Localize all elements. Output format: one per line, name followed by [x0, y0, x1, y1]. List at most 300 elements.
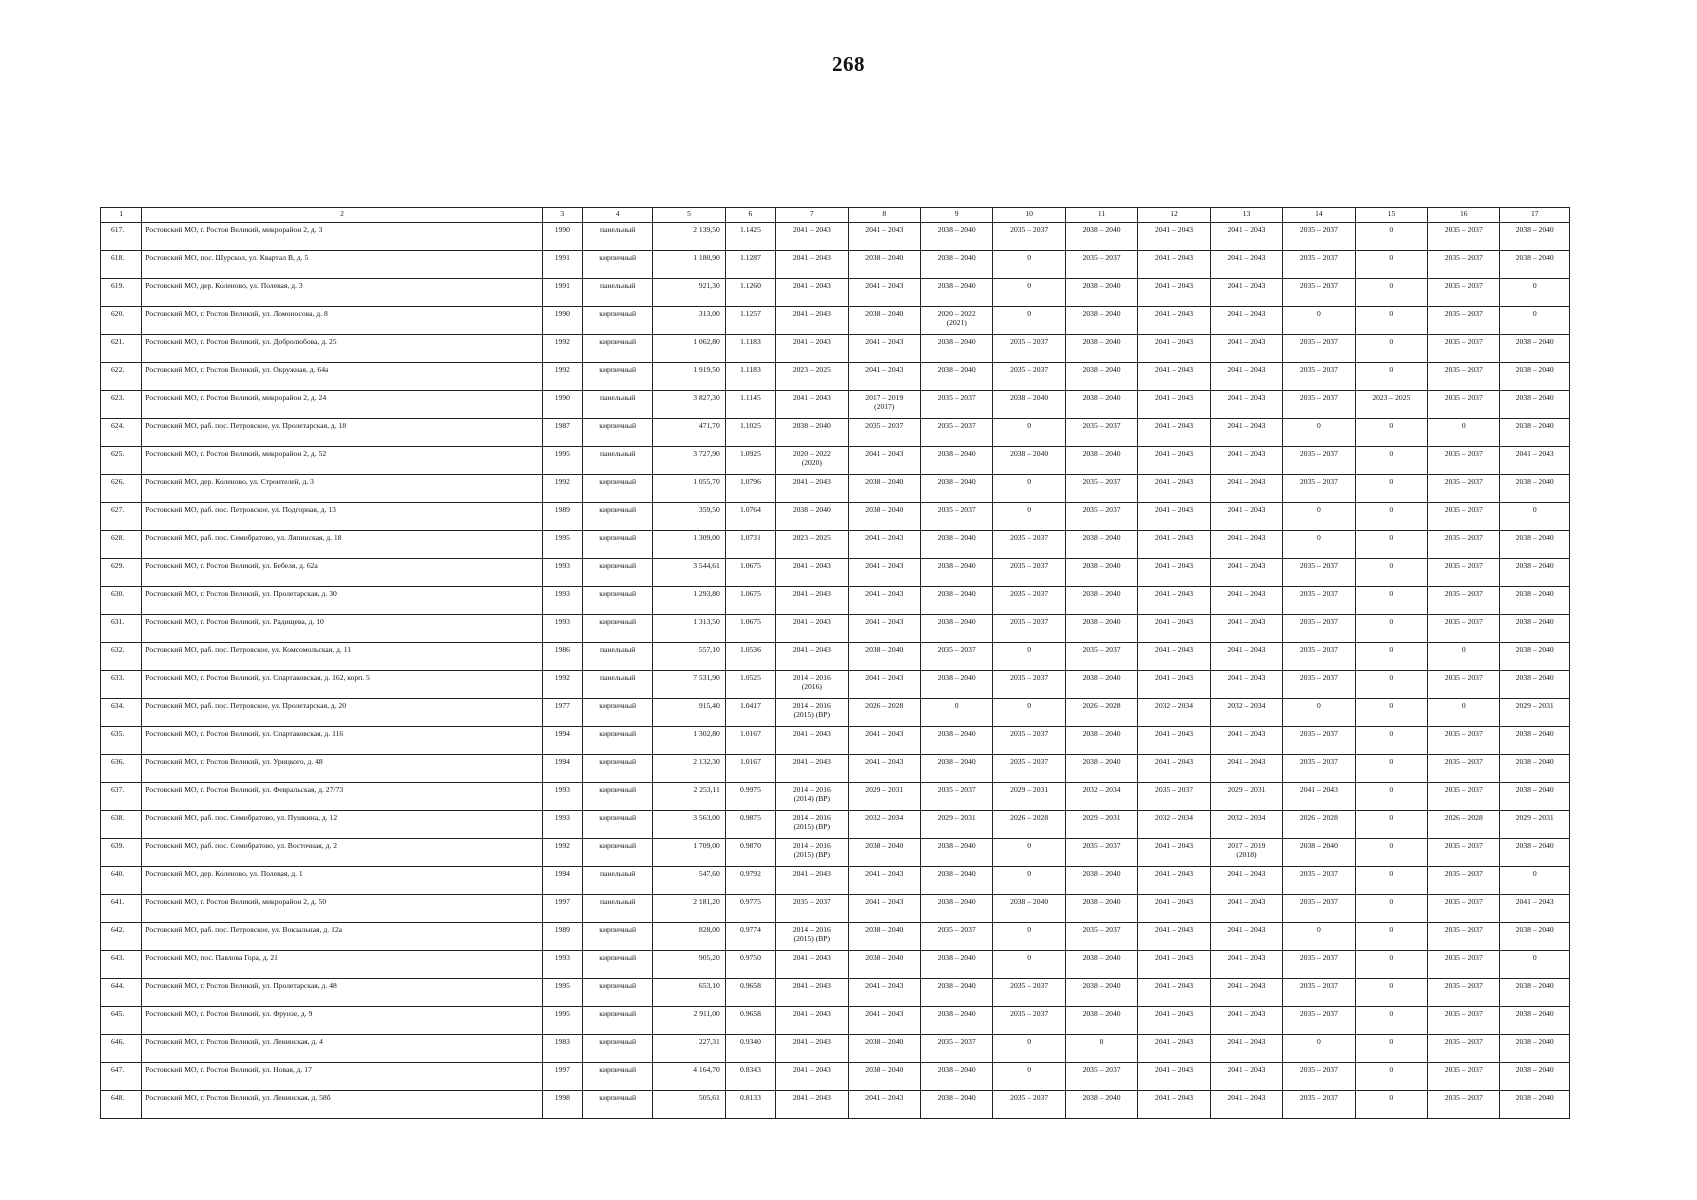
table-cell-col-10: 2035 – 2037	[993, 615, 1065, 643]
table-cell-col-12: 2041 – 2043	[1138, 755, 1210, 783]
table-cell-col-9: 2038 – 2040	[920, 475, 992, 503]
table-cell-col-17: 2041 – 2043	[1500, 895, 1570, 923]
table-cell-col-9: 2038 – 2040	[920, 867, 992, 895]
housing-repair-schedule-table	[100, 207, 1570, 1119]
table-cell-col-15: 0	[1355, 1091, 1427, 1119]
table-cell-col-1: 642.	[101, 923, 142, 951]
table-cell-col-8: 2041 – 2043	[848, 335, 920, 363]
table-cell-col-1: 628.	[101, 531, 142, 559]
table-cell-col-6: 0.9775	[725, 895, 775, 923]
table-cell-col-13: 2041 – 2043	[1210, 1091, 1282, 1119]
table-cell-col-2: Ростовский МО, раб. пос. Петровское, ул. Комсомольская, д. 11	[142, 643, 542, 671]
table-cell-col-2: Ростовский МО, г. Ростов Великий, ул. Фрунзе, д. 9	[142, 1007, 542, 1035]
table-cell-col-10: 2038 – 2040	[993, 391, 1065, 419]
table-cell-col-6: 1.0731	[725, 531, 775, 559]
table-cell-col-1: 636.	[101, 755, 142, 783]
table-cell-col-3: 1990	[542, 223, 582, 251]
table-cell-col-5: 7 531,90	[653, 671, 725, 699]
table-cell-col-13: 2041 – 2043	[1210, 307, 1282, 335]
table-cell-col-14: 0	[1283, 531, 1355, 559]
table-cell-col-17: 2038 – 2040	[1500, 839, 1570, 867]
table-cell-col-13: 2041 – 2043	[1210, 475, 1282, 503]
table-cell-col-10: 0	[993, 867, 1065, 895]
table-cell-col-3: 1994	[542, 755, 582, 783]
table-cell-col-6: 0.9750	[725, 951, 775, 979]
table-cell-col-7: 2041 – 2043	[776, 1063, 848, 1091]
table-cell-col-3: 1992	[542, 475, 582, 503]
table-cell-col-7: 2041 – 2043	[776, 1007, 848, 1035]
table-cell-col-8: 2041 – 2043	[848, 671, 920, 699]
table-cell-col-7: 2041 – 2043	[776, 951, 848, 979]
table-cell-col-1: 632.	[101, 643, 142, 671]
table-cell-col-15: 0	[1355, 419, 1427, 447]
table-cell-col-12: 2041 – 2043	[1138, 615, 1210, 643]
table-cell-col-2: Ростовский МО, раб. пос. Петровское, ул. Пролетарская, д. 18	[142, 419, 542, 447]
table-cell-col-4: кирпичный	[582, 559, 652, 587]
table-cell-col-2: Ростовский МО, г. Ростов Великий, микрорайон 2, д. 24	[142, 391, 542, 419]
table-cell-col-9: 2038 – 2040	[920, 727, 992, 755]
table-cell-col-7: 2041 – 2043	[776, 223, 848, 251]
table-cell-col-8: 2041 – 2043	[848, 895, 920, 923]
table-cell-col-12: 2041 – 2043	[1138, 1091, 1210, 1119]
table-cell-col-8: 2041 – 2043	[848, 279, 920, 307]
table-cell-col-12: 2041 – 2043	[1138, 559, 1210, 587]
table-cell-col-14: 2035 – 2037	[1283, 335, 1355, 363]
table-cell-col-8: 2038 – 2040	[848, 951, 920, 979]
table-cell-col-1: 646.	[101, 1035, 142, 1063]
table-cell-col-3: 1986	[542, 643, 582, 671]
table-cell-col-8: 2017 – 2019 (2017)	[848, 391, 920, 419]
table-cell-col-4: кирпичный	[582, 1007, 652, 1035]
table-cell-col-16: 2035 – 2037	[1428, 755, 1500, 783]
table-cell-col-4: кирпичный	[582, 1035, 652, 1063]
table-cell-col-4: панельный	[582, 391, 652, 419]
table-cell-col-15: 0	[1355, 1035, 1427, 1063]
table-cell-col-5: 905,20	[653, 951, 725, 979]
table-cell-col-5: 2 139,50	[653, 223, 725, 251]
table-cell-col-3: 1991	[542, 251, 582, 279]
table-cell-col-13: 2041 – 2043	[1210, 755, 1282, 783]
table-cell-col-1: 625.	[101, 447, 142, 475]
table-cell-col-16: 2035 – 2037	[1428, 615, 1500, 643]
table-cell-col-7: 2041 – 2043	[776, 391, 848, 419]
table-cell-col-17: 0	[1500, 279, 1570, 307]
table-cell-col-1: 638.	[101, 811, 142, 839]
table-cell-col-16: 0	[1428, 699, 1500, 727]
table-cell-col-12: 2041 – 2043	[1138, 475, 1210, 503]
table-cell-col-14: 2035 – 2037	[1283, 755, 1355, 783]
table-cell-col-17: 2038 – 2040	[1500, 335, 1570, 363]
table-cell-col-4: кирпичный	[582, 531, 652, 559]
table-cell-col-6: 1.0167	[725, 727, 775, 755]
table-cell-col-12: 2041 – 2043	[1138, 1035, 1210, 1063]
table-row	[101, 587, 1570, 615]
table-cell-col-16: 2035 – 2037	[1428, 223, 1500, 251]
table-cell-col-12: 2041 – 2043	[1138, 223, 1210, 251]
table-cell-col-11: 2038 – 2040	[1065, 979, 1137, 1007]
table-cell-col-5: 2 253,11	[653, 783, 725, 811]
table-cell-col-7: 2014 – 2016 (2016)	[776, 671, 848, 699]
column-number-2: 2	[142, 208, 542, 223]
table-cell-col-16: 2035 – 2037	[1428, 895, 1500, 923]
table-cell-col-2: Ростовский МО, г. Ростов Великий, ул. Спартаковская, д. 162, корп. 5	[142, 671, 542, 699]
table-cell-col-1: 634.	[101, 699, 142, 727]
table-cell-col-11: 2038 – 2040	[1065, 391, 1137, 419]
table-cell-col-4: панельный	[582, 643, 652, 671]
table-row	[101, 811, 1570, 839]
table-cell-col-13: 2041 – 2043	[1210, 643, 1282, 671]
table-cell-col-16: 2035 – 2037	[1428, 727, 1500, 755]
table-cell-col-11: 2038 – 2040	[1065, 531, 1137, 559]
table-cell-col-6: 0.9875	[725, 811, 775, 839]
table-row	[101, 279, 1570, 307]
table-cell-col-12: 2041 – 2043	[1138, 251, 1210, 279]
table-cell-col-17: 2038 – 2040	[1500, 587, 1570, 615]
table-cell-col-6: 1.1145	[725, 391, 775, 419]
table-cell-col-13: 2041 – 2043	[1210, 727, 1282, 755]
table-cell-col-10: 2035 – 2037	[993, 979, 1065, 1007]
table-cell-col-2: Ростовский МО, дер. Коленово, ул. Полевая, д. 3	[142, 279, 542, 307]
table-cell-col-6: 1.0675	[725, 559, 775, 587]
table-cell-col-5: 359,50	[653, 503, 725, 531]
table-cell-col-7: 2023 – 2025	[776, 363, 848, 391]
table-cell-col-3: 1998	[542, 1091, 582, 1119]
table-cell-col-8: 2041 – 2043	[848, 755, 920, 783]
table-row	[101, 615, 1570, 643]
table-cell-col-17: 2038 – 2040	[1500, 755, 1570, 783]
table-cell-col-4: кирпичный	[582, 1063, 652, 1091]
table-cell-col-11: 2035 – 2037	[1065, 503, 1137, 531]
table-cell-col-16: 2035 – 2037	[1428, 1007, 1500, 1035]
table-cell-col-6: 0.9658	[725, 1007, 775, 1035]
table-cell-col-3: 1992	[542, 671, 582, 699]
table-cell-col-15: 0	[1355, 531, 1427, 559]
table-cell-col-13: 2032 – 2034	[1210, 699, 1282, 727]
table-cell-col-17: 2038 – 2040	[1500, 727, 1570, 755]
table-cell-col-13: 2041 – 2043	[1210, 671, 1282, 699]
table-cell-col-11: 0	[1065, 1035, 1137, 1063]
table-cell-col-1: 631.	[101, 615, 142, 643]
table-cell-col-1: 648.	[101, 1091, 142, 1119]
table-row	[101, 1091, 1570, 1119]
table-cell-col-13: 2041 – 2043	[1210, 615, 1282, 643]
table-cell-col-1: 643.	[101, 951, 142, 979]
table-cell-col-10: 2035 – 2037	[993, 1091, 1065, 1119]
table-cell-col-11: 2032 – 2034	[1065, 783, 1137, 811]
table-cell-col-1: 644.	[101, 979, 142, 1007]
table-cell-col-4: кирпичный	[582, 503, 652, 531]
table-cell-col-7: 2041 – 2043	[776, 755, 848, 783]
table-row	[101, 951, 1570, 979]
table-row	[101, 335, 1570, 363]
table-cell-col-3: 1987	[542, 419, 582, 447]
table-row	[101, 531, 1570, 559]
column-number-9: 9	[920, 208, 992, 223]
table-cell-col-14: 2035 – 2037	[1283, 223, 1355, 251]
table-cell-col-17: 2038 – 2040	[1500, 923, 1570, 951]
table-cell-col-7: 2041 – 2043	[776, 1035, 848, 1063]
table-cell-col-8: 2038 – 2040	[848, 1035, 920, 1063]
table-cell-col-4: кирпичный	[582, 979, 652, 1007]
table-cell-col-10: 2035 – 2037	[993, 755, 1065, 783]
table-cell-col-9: 2038 – 2040	[920, 1063, 992, 1091]
table-cell-col-12: 2041 – 2043	[1138, 419, 1210, 447]
table-cell-col-2: Ростовский МО, г. Ростов Великий, ул. Ленинская, д. 4	[142, 1035, 542, 1063]
table-cell-col-6: 1.0764	[725, 503, 775, 531]
table-cell-col-1: 623.	[101, 391, 142, 419]
table-cell-col-6: 1.1025	[725, 419, 775, 447]
table-cell-col-6: 0.9975	[725, 783, 775, 811]
table-cell-col-14: 2035 – 2037	[1283, 475, 1355, 503]
table-cell-col-2: Ростовский МО, пос. Павлова Гора, д. 21	[142, 951, 542, 979]
table-cell-col-14: 2035 – 2037	[1283, 643, 1355, 671]
table-cell-col-11: 2035 – 2037	[1065, 1063, 1137, 1091]
table-row	[101, 755, 1570, 783]
table-row	[101, 699, 1570, 727]
table-cell-col-11: 2038 – 2040	[1065, 867, 1137, 895]
table-cell-col-15: 0	[1355, 951, 1427, 979]
table-cell-col-6: 1.0525	[725, 671, 775, 699]
table-cell-col-8: 2026 – 2028	[848, 699, 920, 727]
table-cell-col-6: 0.9340	[725, 1035, 775, 1063]
table-cell-col-5: 547,60	[653, 867, 725, 895]
table-cell-col-13: 2041 – 2043	[1210, 223, 1282, 251]
table-cell-col-16: 2035 – 2037	[1428, 447, 1500, 475]
table-cell-col-15: 0	[1355, 475, 1427, 503]
table-cell-col-6: 0.9774	[725, 923, 775, 951]
table-cell-col-9: 2035 – 2037	[920, 643, 992, 671]
table-cell-col-15: 0	[1355, 503, 1427, 531]
table-cell-col-9: 2035 – 2037	[920, 419, 992, 447]
housing-table-container	[100, 207, 1570, 1119]
table-cell-col-13: 2029 – 2031	[1210, 783, 1282, 811]
table-cell-col-17: 2038 – 2040	[1500, 363, 1570, 391]
table-cell-col-10: 2038 – 2040	[993, 447, 1065, 475]
table-cell-col-12: 2041 – 2043	[1138, 307, 1210, 335]
table-cell-col-2: Ростовский МО, дер. Коленово, ул. Строителей, д. 3	[142, 475, 542, 503]
table-cell-col-6: 0.9658	[725, 979, 775, 1007]
table-cell-col-8: 2029 – 2031	[848, 783, 920, 811]
table-cell-col-10: 0	[993, 475, 1065, 503]
table-cell-col-9: 2038 – 2040	[920, 447, 992, 475]
table-cell-col-11: 2038 – 2040	[1065, 1091, 1137, 1119]
table-cell-col-11: 2038 – 2040	[1065, 223, 1137, 251]
table-cell-col-11: 2035 – 2037	[1065, 643, 1137, 671]
table-cell-col-12: 2041 – 2043	[1138, 531, 1210, 559]
table-row	[101, 783, 1570, 811]
table-cell-col-7: 2038 – 2040	[776, 419, 848, 447]
table-cell-col-17: 2038 – 2040	[1500, 251, 1570, 279]
table-cell-col-4: кирпичный	[582, 839, 652, 867]
table-cell-col-12: 2041 – 2043	[1138, 391, 1210, 419]
table-cell-col-10: 2035 – 2037	[993, 363, 1065, 391]
table-cell-col-16: 2035 – 2037	[1428, 307, 1500, 335]
table-cell-col-4: кирпичный	[582, 251, 652, 279]
table-cell-col-12: 2041 – 2043	[1138, 335, 1210, 363]
table-cell-col-4: панельный	[582, 279, 652, 307]
table-cell-col-9: 2038 – 2040	[920, 1091, 992, 1119]
table-cell-col-4: кирпичный	[582, 307, 652, 335]
table-cell-col-11: 2038 – 2040	[1065, 307, 1137, 335]
table-cell-col-8: 2035 – 2037	[848, 419, 920, 447]
table-cell-col-5: 2 181,20	[653, 895, 725, 923]
table-cell-col-1: 626.	[101, 475, 142, 503]
table-cell-col-10: 0	[993, 951, 1065, 979]
table-cell-col-17: 0	[1500, 951, 1570, 979]
table-body	[101, 223, 1570, 1119]
column-number-3: 3	[542, 208, 582, 223]
table-cell-col-14: 2035 – 2037	[1283, 867, 1355, 895]
table-cell-col-11: 2038 – 2040	[1065, 363, 1137, 391]
table-cell-col-14: 2026 – 2028	[1283, 811, 1355, 839]
column-number-11: 11	[1065, 208, 1137, 223]
table-cell-col-5: 3 727,90	[653, 447, 725, 475]
table-row	[101, 251, 1570, 279]
table-cell-col-3: 1997	[542, 895, 582, 923]
table-cell-col-9: 2038 – 2040	[920, 951, 992, 979]
table-cell-col-14: 2035 – 2037	[1283, 1007, 1355, 1035]
table-cell-col-10: 0	[993, 503, 1065, 531]
table-row	[101, 895, 1570, 923]
table-cell-col-13: 2041 – 2043	[1210, 1063, 1282, 1091]
table-row	[101, 363, 1570, 391]
table-cell-col-13: 2041 – 2043	[1210, 923, 1282, 951]
table-cell-col-11: 2038 – 2040	[1065, 755, 1137, 783]
table-cell-col-5: 915,40	[653, 699, 725, 727]
table-cell-col-8: 2041 – 2043	[848, 447, 920, 475]
table-cell-col-16: 2035 – 2037	[1428, 251, 1500, 279]
table-cell-col-17: 2038 – 2040	[1500, 1035, 1570, 1063]
table-cell-col-1: 629.	[101, 559, 142, 587]
table-cell-col-11: 2038 – 2040	[1065, 447, 1137, 475]
table-cell-col-13: 2017 – 2019 (2018)	[1210, 839, 1282, 867]
table-cell-col-1: 637.	[101, 783, 142, 811]
table-cell-col-10: 2035 – 2037	[993, 1007, 1065, 1035]
table-cell-col-7: 2041 – 2043	[776, 867, 848, 895]
table-cell-col-5: 1 919,50	[653, 363, 725, 391]
table-cell-col-9: 2038 – 2040	[920, 671, 992, 699]
table-row	[101, 223, 1570, 251]
table-cell-col-6: 1.1257	[725, 307, 775, 335]
table-cell-col-14: 2038 – 2040	[1283, 839, 1355, 867]
table-cell-col-10: 0	[993, 643, 1065, 671]
table-cell-col-5: 313,00	[653, 307, 725, 335]
table-cell-col-17: 2038 – 2040	[1500, 419, 1570, 447]
table-cell-col-7: 2014 – 2016 (2015) (ВР)	[776, 699, 848, 727]
table-cell-col-14: 0	[1283, 503, 1355, 531]
table-cell-col-17: 2038 – 2040	[1500, 391, 1570, 419]
table-cell-col-15: 0	[1355, 447, 1427, 475]
table-cell-col-14: 2035 – 2037	[1283, 979, 1355, 1007]
table-cell-col-11: 2038 – 2040	[1065, 951, 1137, 979]
table-cell-col-9: 2038 – 2040	[920, 559, 992, 587]
table-cell-col-9: 2035 – 2037	[920, 503, 992, 531]
table-cell-col-5: 557,10	[653, 643, 725, 671]
table-cell-col-8: 2038 – 2040	[848, 1063, 920, 1091]
table-cell-col-13: 2041 – 2043	[1210, 867, 1282, 895]
table-cell-col-1: 641.	[101, 895, 142, 923]
table-cell-col-13: 2041 – 2043	[1210, 531, 1282, 559]
table-cell-col-11: 2038 – 2040	[1065, 895, 1137, 923]
table-cell-col-3: 1983	[542, 1035, 582, 1063]
table-cell-col-13: 2041 – 2043	[1210, 251, 1282, 279]
table-cell-col-17: 2038 – 2040	[1500, 615, 1570, 643]
table-cell-col-15: 0	[1355, 559, 1427, 587]
table-cell-col-2: Ростовский МО, г. Ростов Великий, микрорайон 2, д. 50	[142, 895, 542, 923]
table-cell-col-16: 2035 – 2037	[1428, 335, 1500, 363]
table-cell-col-16: 2035 – 2037	[1428, 531, 1500, 559]
table-cell-col-8: 2041 – 2043	[848, 559, 920, 587]
table-cell-col-15: 0	[1355, 335, 1427, 363]
table-cell-col-9: 2035 – 2037	[920, 1035, 992, 1063]
table-cell-col-15: 0	[1355, 363, 1427, 391]
table-cell-col-17: 2038 – 2040	[1500, 1063, 1570, 1091]
table-cell-col-12: 2041 – 2043	[1138, 951, 1210, 979]
table-cell-col-2: Ростовский МО, раб. пос. Семибратово, ул. Ляпинская, д. 18	[142, 531, 542, 559]
column-number-7: 7	[776, 208, 848, 223]
table-cell-col-9: 2035 – 2037	[920, 783, 992, 811]
table-cell-col-12: 2041 – 2043	[1138, 1063, 1210, 1091]
table-cell-col-8: 2038 – 2040	[848, 307, 920, 335]
table-cell-col-12: 2041 – 2043	[1138, 895, 1210, 923]
table-cell-col-1: 640.	[101, 867, 142, 895]
table-cell-col-15: 0	[1355, 223, 1427, 251]
table-cell-col-1: 621.	[101, 335, 142, 363]
table-cell-col-2: Ростовский МО, г. Ростов Великий, ул. Февральская, д. 27/73	[142, 783, 542, 811]
table-cell-col-13: 2041 – 2043	[1210, 419, 1282, 447]
table-cell-col-4: панельный	[582, 447, 652, 475]
table-cell-col-13: 2041 – 2043	[1210, 447, 1282, 475]
table-cell-col-15: 0	[1355, 279, 1427, 307]
table-cell-col-13: 2041 – 2043	[1210, 951, 1282, 979]
table-cell-col-5: 828,00	[653, 923, 725, 951]
table-cell-col-13: 2032 – 2034	[1210, 811, 1282, 839]
table-cell-col-4: кирпичный	[582, 923, 652, 951]
table-cell-col-7: 2014 – 2016 (2015) (ВР)	[776, 839, 848, 867]
table-cell-col-7: 2041 – 2043	[776, 335, 848, 363]
table-cell-col-16: 2026 – 2028	[1428, 811, 1500, 839]
table-cell-col-9: 2038 – 2040	[920, 755, 992, 783]
column-number-5: 5	[653, 208, 725, 223]
table-cell-col-17: 2029 – 2031	[1500, 699, 1570, 727]
table-cell-col-5: 1 309,00	[653, 531, 725, 559]
table-row	[101, 307, 1570, 335]
table-cell-col-4: кирпичный	[582, 615, 652, 643]
table-cell-col-12: 2041 – 2043	[1138, 363, 1210, 391]
table-cell-col-9: 2035 – 2037	[920, 391, 992, 419]
table-cell-col-10: 2029 – 2031	[993, 783, 1065, 811]
table-cell-col-17: 2041 – 2043	[1500, 447, 1570, 475]
table-cell-col-3: 1995	[542, 447, 582, 475]
table-cell-col-6: 1.0675	[725, 587, 775, 615]
table-cell-col-17: 2038 – 2040	[1500, 223, 1570, 251]
table-cell-col-1: 635.	[101, 727, 142, 755]
table-row	[101, 1063, 1570, 1091]
table-cell-col-14: 0	[1283, 923, 1355, 951]
table-row	[101, 979, 1570, 1007]
table-cell-col-15: 0	[1355, 615, 1427, 643]
table-cell-col-2: Ростовский МО, раб. пос. Семибратово, ул. Пушкина, д. 12	[142, 811, 542, 839]
table-cell-col-2: Ростовский МО, раб. пос. Петровское, ул. Пролетарская, д. 20	[142, 699, 542, 727]
column-number-1: 1	[101, 208, 142, 223]
table-cell-col-6: 0.9792	[725, 867, 775, 895]
table-cell-col-13: 2041 – 2043	[1210, 335, 1282, 363]
table-cell-col-1: 647.	[101, 1063, 142, 1091]
table-cell-col-6: 1.1260	[725, 279, 775, 307]
table-cell-col-14: 2035 – 2037	[1283, 951, 1355, 979]
table-cell-col-14: 2041 – 2043	[1283, 783, 1355, 811]
table-cell-col-8: 2038 – 2040	[848, 475, 920, 503]
